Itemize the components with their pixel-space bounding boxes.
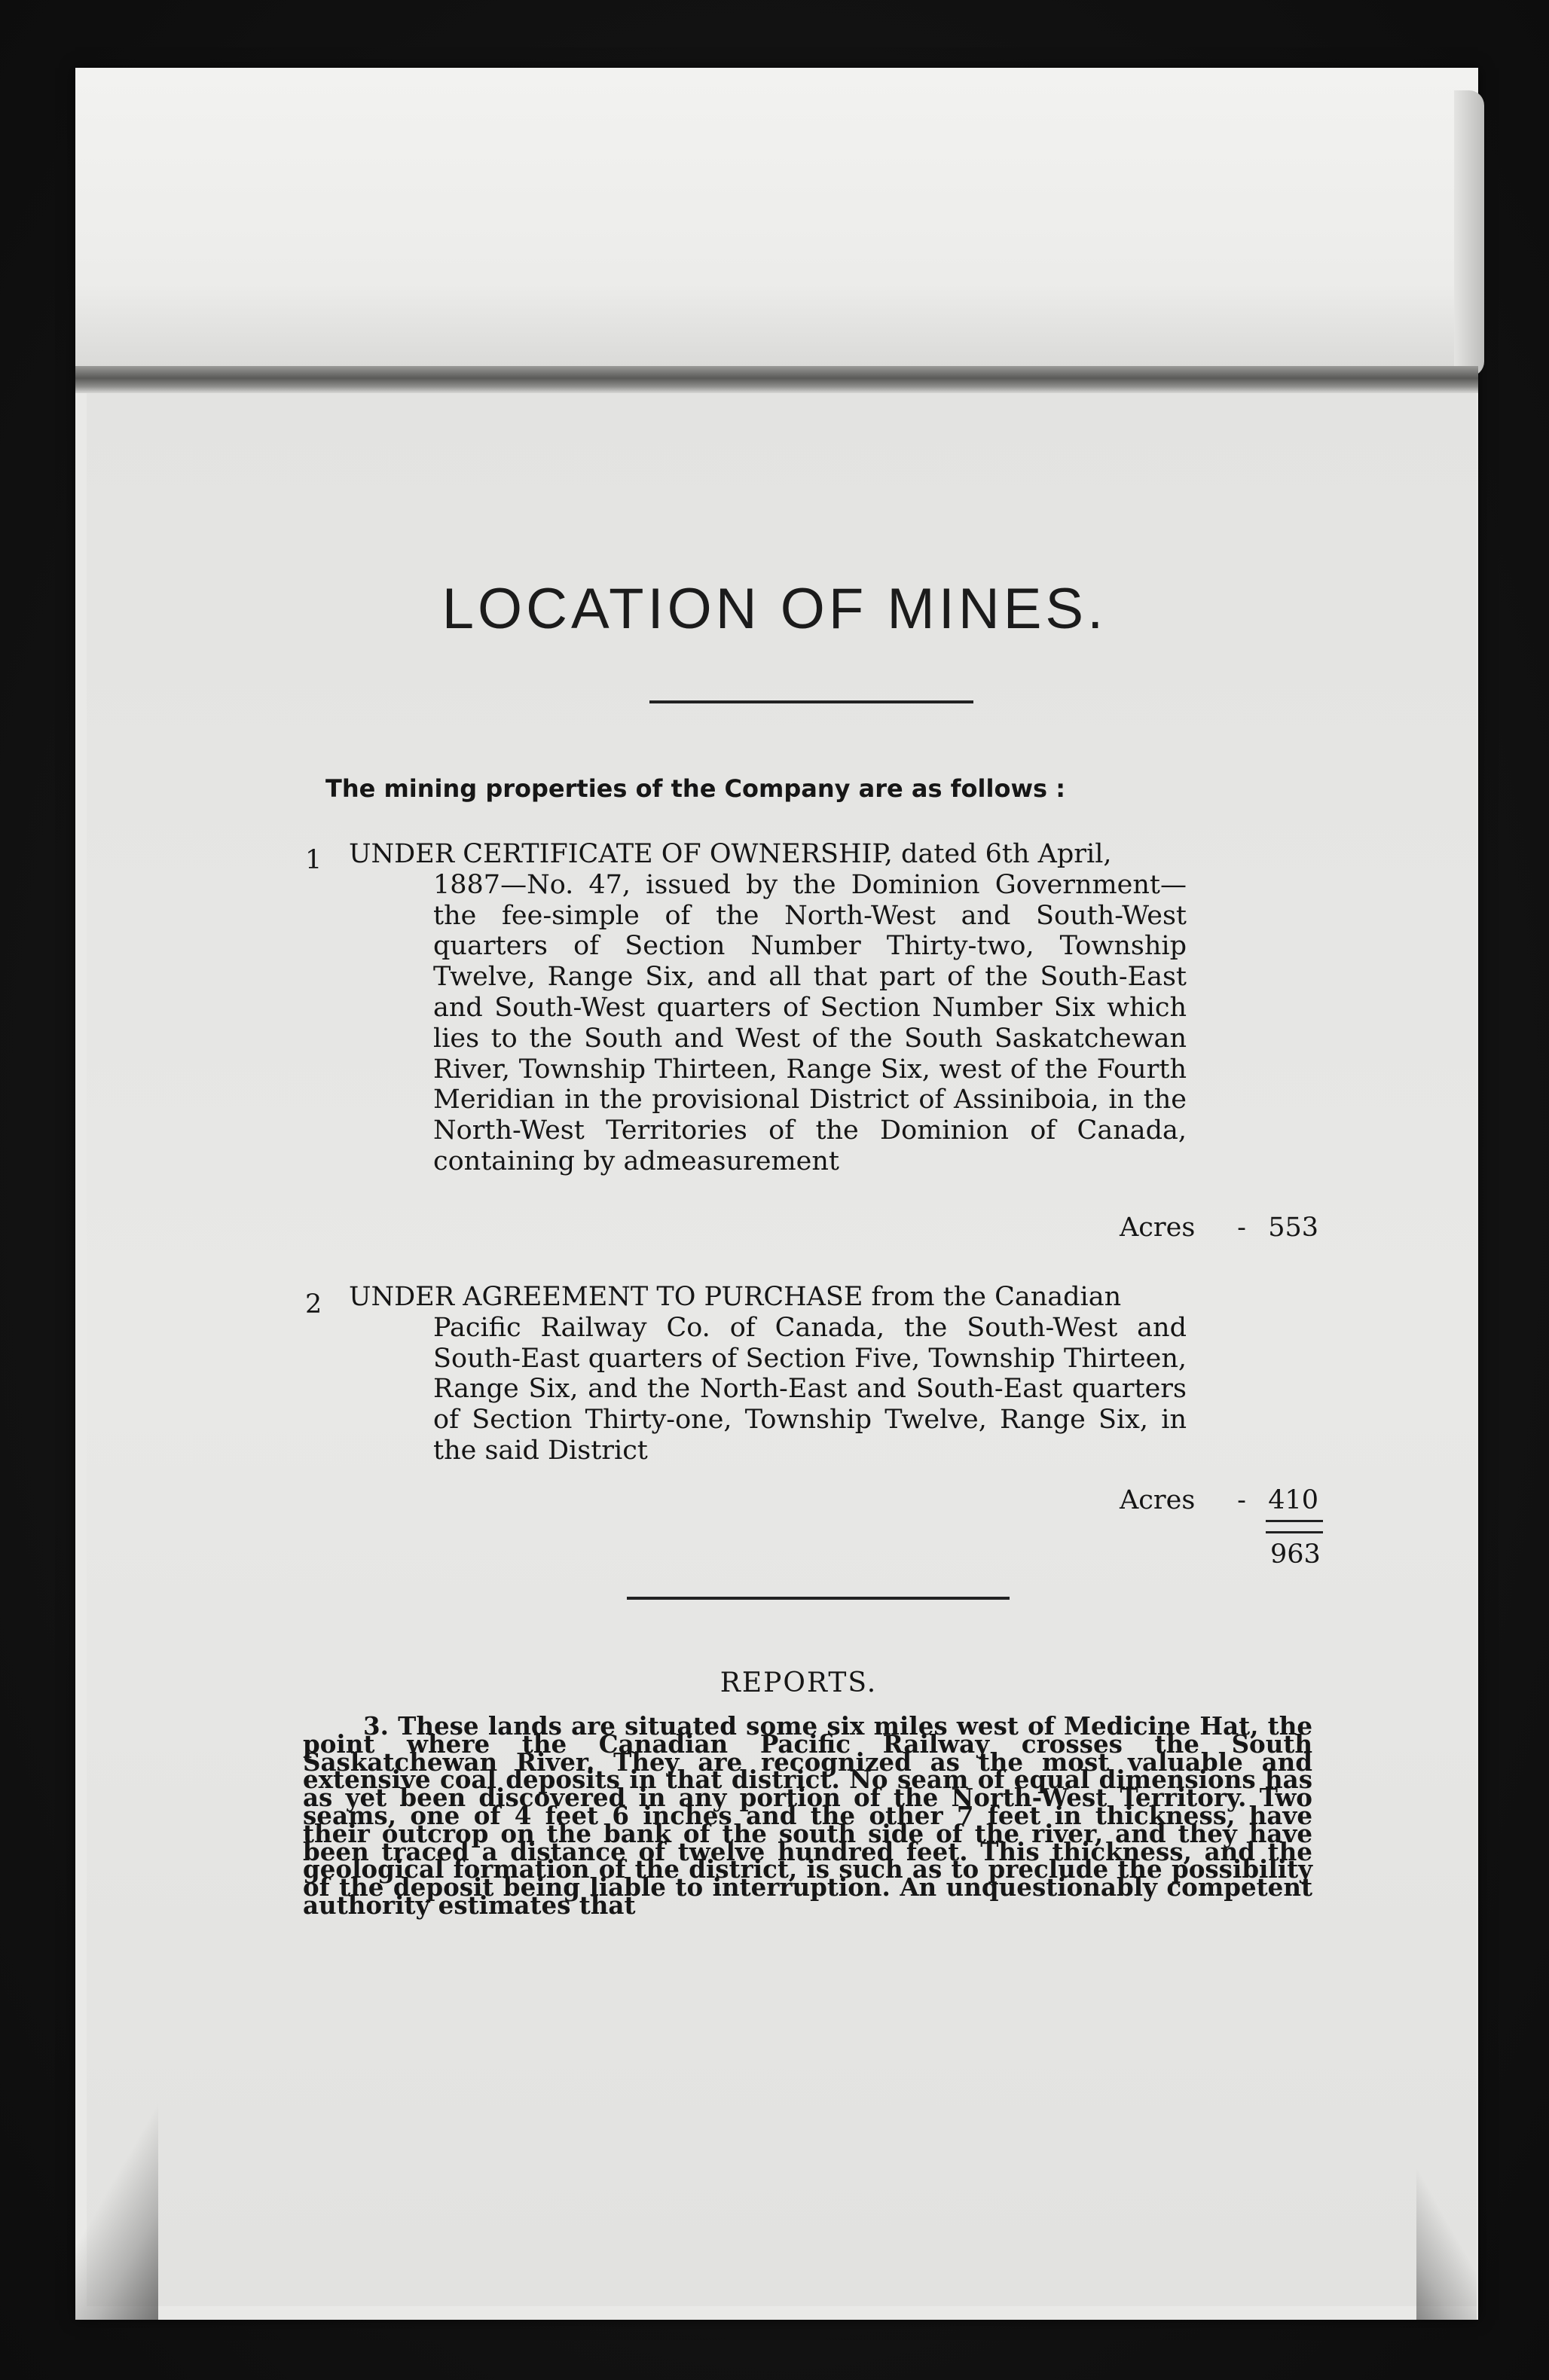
title-divider <box>649 700 973 703</box>
reports-heading: REPORTS. <box>720 1668 878 1698</box>
item-2-lead: UNDER AGREEMENT TO PURCHASE from the Canadian <box>349 1282 1122 1312</box>
item-2-acres <box>1120 1485 1318 1515</box>
total-double-rule <box>1266 1520 1323 1533</box>
item-2-number: 2 <box>305 1289 322 1320</box>
total-acres: 963 <box>1270 1539 1321 1570</box>
item-1-number: 1 <box>305 845 322 875</box>
item-1-text: 1887—No. 47, issued by the Dominion Government—the fee-simple of the North-West and South-West quarters of Section Number Thirty-two, Township Twelve, Range Six, and all that part of the South-East and South-West quarters of Section Number Six which lies to the South and West of the South Saskatchewan River, Township Thirteen, Range Six, west of the Fourth Meridian in the provisional District of Assiniboia, in the North-West Territories of the Dominion of Canada, containing by admeasurement <box>433 869 1187 1176</box>
item-2-text: Pacific Railway Co. of Canada, the South-West and South-East quarters of Section Five, Township Thirteen, Range Six, and the North-East and South-East quarters of Section Thirty-one, Township Twelve, Range Six, in the said District <box>433 1312 1187 1466</box>
section-divider <box>627 1597 1010 1600</box>
fold-crease-shadow <box>75 366 1478 393</box>
intro-line: The mining properties of the Company are as follows : <box>325 774 1065 803</box>
page-fold-edge <box>1454 90 1484 377</box>
item-2-acres-label: Acres <box>1120 1485 1196 1515</box>
reports-paragraph: 3. These lands are situated some six miles west of Medicine Hat, the point where the Canadian Pacific Railway crosses the South Saskatchewan River. They are recognized as the most valuable and extensive coal deposits in that district. No seam of equal dimensions has as yet been discovered in any portion of the North-West Territory. Two seams, one of 4 feet 6 inches and the other 7 feet in thickness, have their outcrop on the bank of the south side of the river, and they have been traced a distance of twelve hundred feet. This thickness, and the geological formation of the district, is such as to preclude the possibility of the deposit being liable to interruption. An unquestionably competent authority estimates that <box>303 1711 1312 1920</box>
item-2-acres-dash: - <box>1237 1485 1246 1515</box>
item-1-acres-label: Acres <box>1120 1213 1196 1243</box>
page-corner-curl-right <box>1416 2169 1477 2320</box>
item-2-paragraph <box>349 1282 1187 1466</box>
page-title: LOCATION OF MINES. <box>441 577 1108 641</box>
item-1-paragraph <box>349 839 1187 1177</box>
item-1-acres-value: 553 <box>1268 1213 1318 1243</box>
item-2-acres-value: 410 <box>1268 1485 1318 1515</box>
page-top-fold <box>75 68 1478 377</box>
page-corner-curl-left <box>75 2101 158 2320</box>
item-1-acres <box>1120 1213 1318 1243</box>
item-1-lead: UNDER CERTIFICATE OF OWNERSHIP, dated 6th April, <box>349 839 1112 869</box>
item-1-acres-dash: - <box>1237 1213 1246 1243</box>
